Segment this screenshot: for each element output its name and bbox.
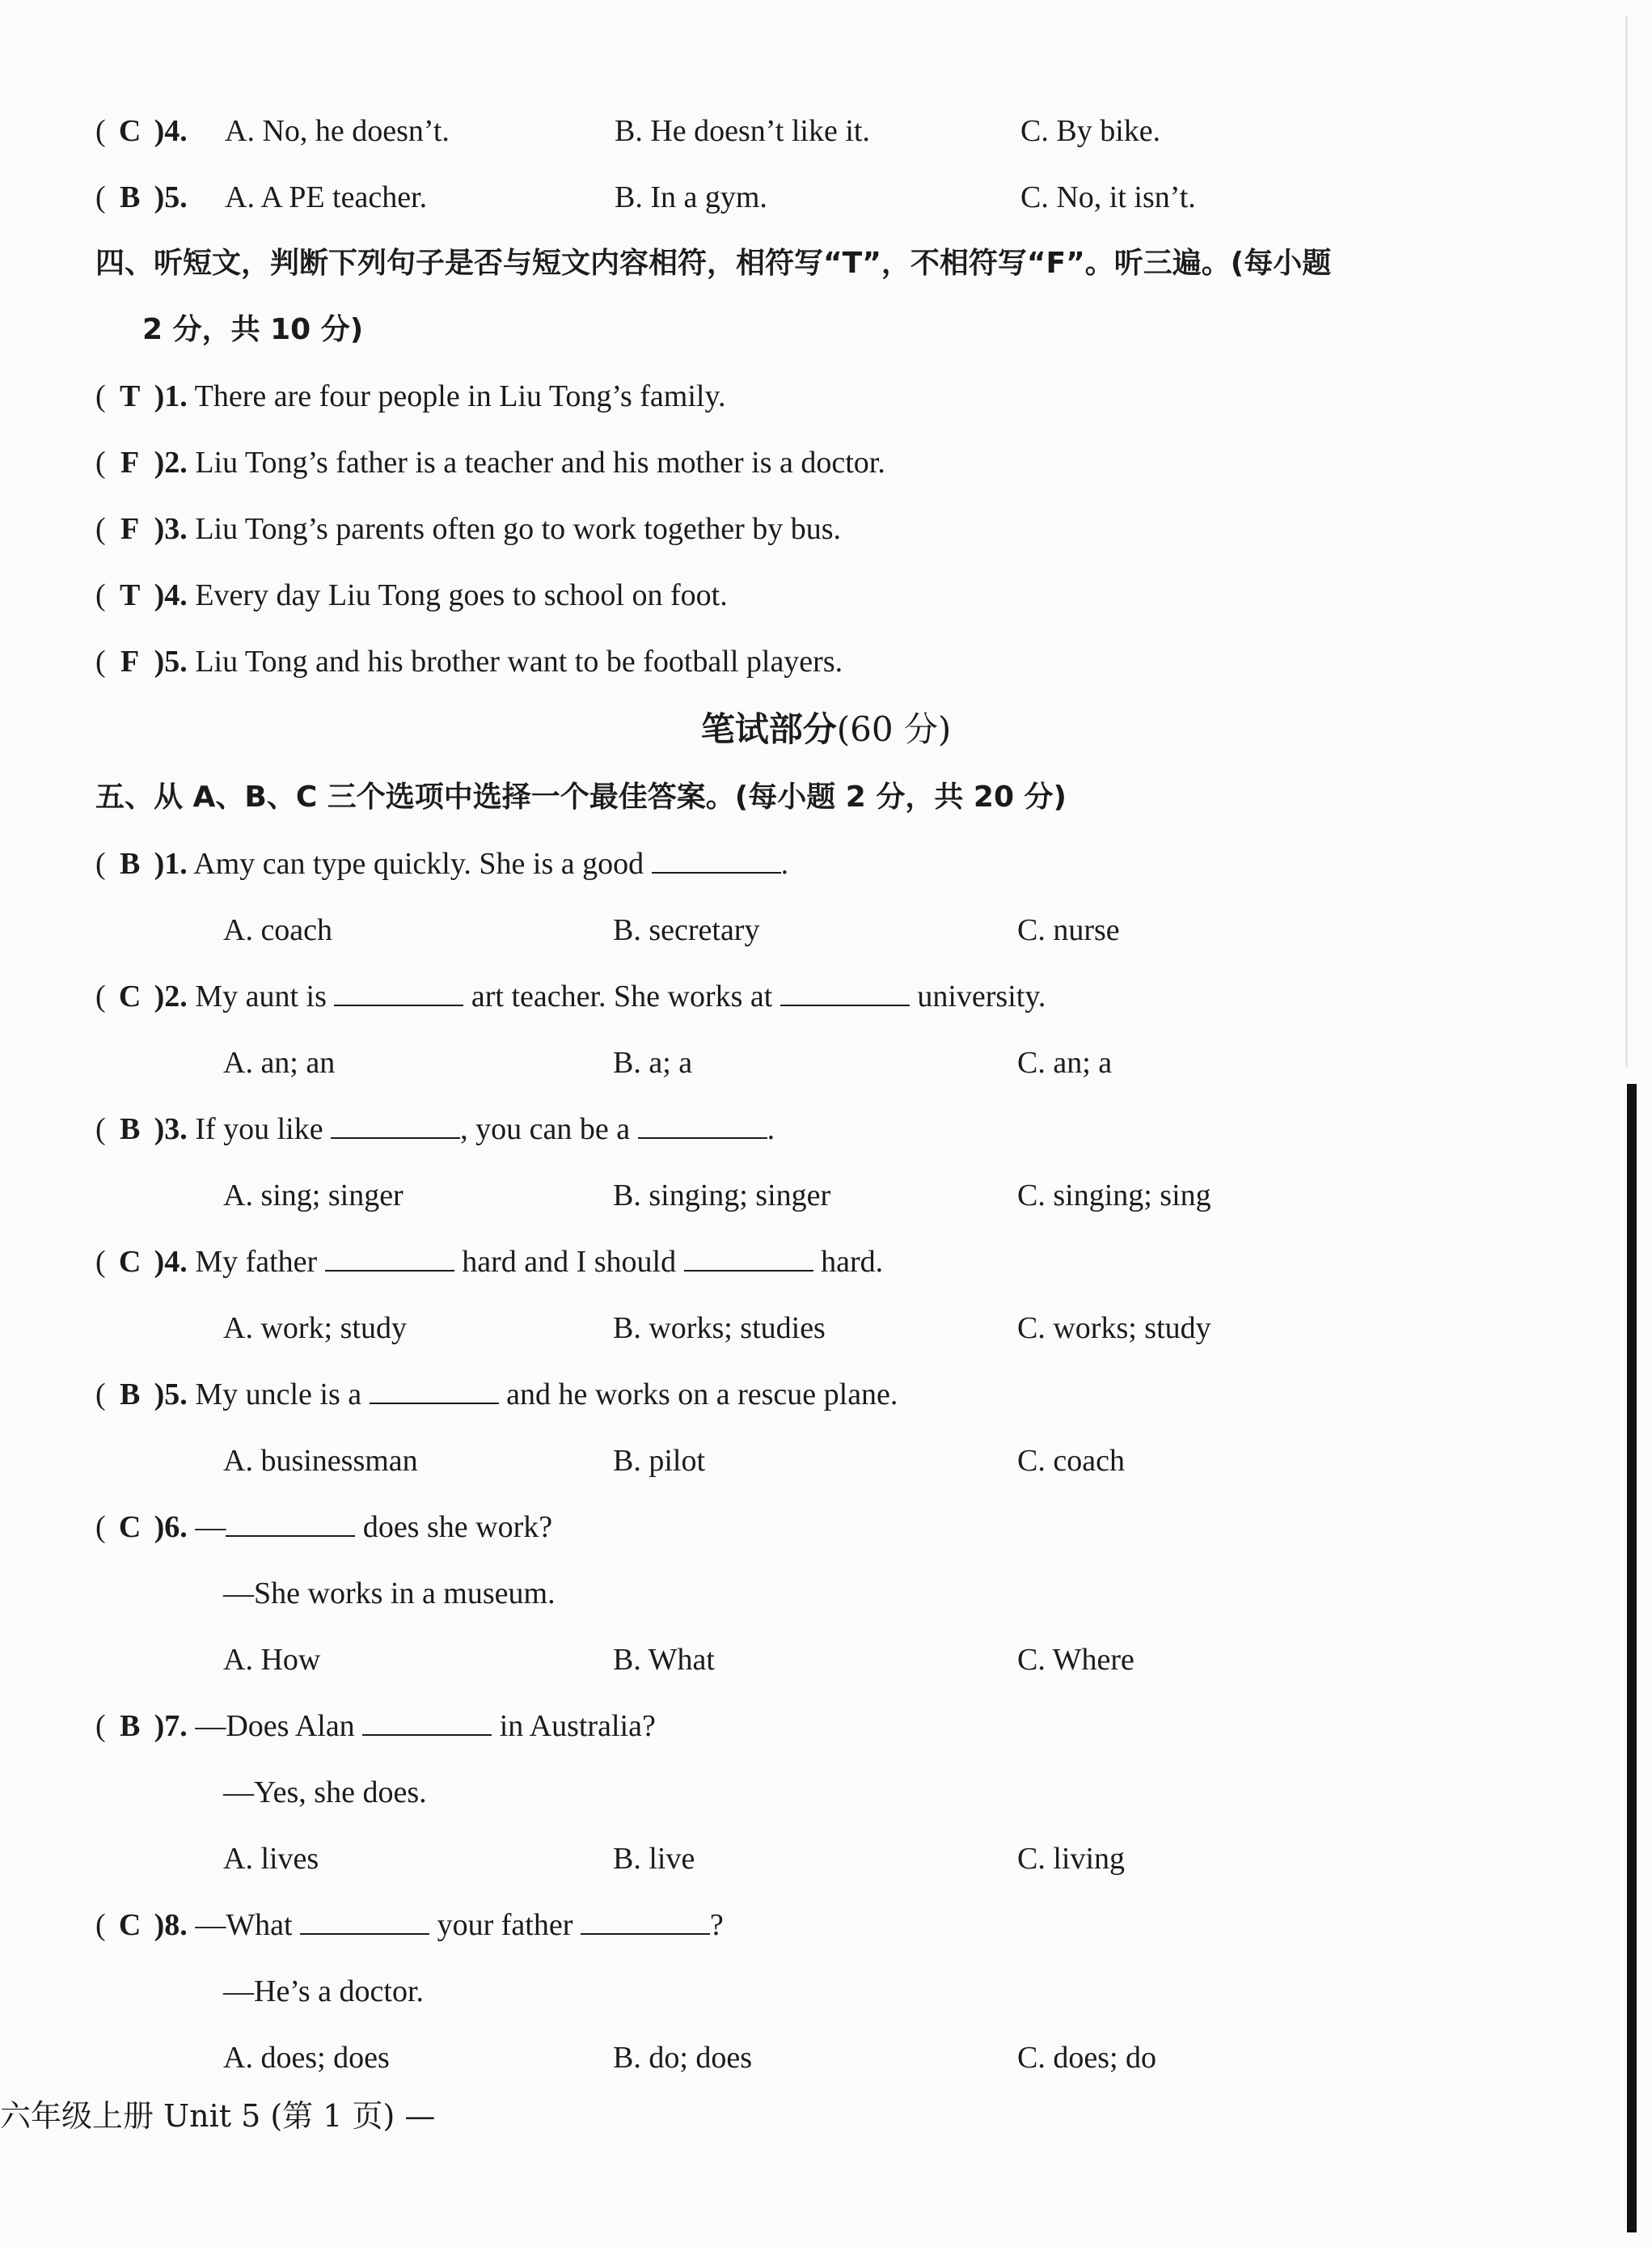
answer-blank [362,1708,492,1736]
answer-mark: B [119,1377,141,1411]
s3-q5-stem: ( B )5. [95,178,188,217]
section4-heading-cont: 2 分，共 10 分) [142,313,364,346]
s5-q5-option-b: B. pilot [613,1444,706,1478]
page-footer: 六年级上册 Unit 5 (第 1 页) — [0,2098,436,2134]
s3-q5-option-c: C. No, it isn’t. [1020,180,1196,214]
answer-blank [331,1111,460,1139]
s5-q8-stem: ( C )8. —What your father ? [95,1906,724,1944]
s5-q2-option-c: C. an; a [1017,1046,1113,1080]
s4-item-5: ( F )5. Liu Tong and his brother want to be football players. [95,642,843,681]
s5-q8-option-b: B. do; does [613,2041,753,2075]
s3-q4-option-b: B. He doesn’t like it. [615,114,870,148]
answer-blank [325,1244,454,1272]
answer-blank [780,979,910,1006]
s5-q3-option-c: C. singing; sing [1017,1179,1211,1212]
s5-q1-option-a: A. coach [223,913,333,947]
s3-q4-option-a: A. No, he doesn’t. [225,114,450,148]
scan-edge-bar [1627,1084,1637,2232]
s5-q3-option-a: A. sing; singer [223,1179,403,1212]
s4-item-1: ( T )1. There are four people in Liu Tong’s family. [95,377,726,416]
scan-edge-line [1625,16,1628,1068]
s5-q3-stem: ( B )3. If you like , you can be a . [95,1110,775,1149]
answer-blank [581,1907,710,1935]
answer-mark: C [118,980,142,1013]
s5-q7-stem: ( B )7. —Does Alan in Australia? [95,1707,656,1746]
s5-q1-option-b: B. secretary [613,913,760,947]
answer-mark: B [119,1112,141,1146]
answer-blank [300,1907,429,1935]
s5-q4-option-a: A. work; study [223,1311,407,1345]
s3-q5-option-b: B. In a gym. [615,180,767,214]
s5-q8-option-a: A. does; does [223,2041,390,2075]
answer-blank [638,1111,767,1139]
answer-blank [334,979,463,1006]
s5-q6-reply: —She works in a museum. [223,1576,556,1610]
s5-q4-stem: ( C )4. My father hard and I should hard. [95,1242,883,1281]
answer-mark: F [120,446,140,480]
answer-mark: T [119,578,141,612]
s5-q1-option-c: C. nurse [1017,913,1120,947]
written-part-title: 笔试部分(60 分) [700,709,952,749]
answer-mark: C [118,1245,142,1279]
answer-mark: T [119,379,141,413]
s4-item-4: ( T )4. Every day Liu Tong goes to school on foot. [95,576,728,615]
s5-q6-option-a: A. How [223,1643,321,1677]
answer-mark: B [119,1709,141,1743]
s5-q4-option-b: B. works; studies [613,1311,826,1345]
s5-q1-stem: ( B )1. Amy can type quickly. She is a good . [95,844,788,883]
s5-q5-option-c: C. coach [1017,1444,1125,1478]
answer-mark: C [118,1510,142,1544]
s5-q8-option-c: C. does; do [1017,2041,1157,2075]
s4-item-3: ( F )3. Liu Tong’s parents often go to work together by bus. [95,510,841,548]
answer-mark: F [120,645,140,679]
s5-q2-stem: ( C )2. My aunt is art teacher. She works at university. [95,977,1046,1016]
s5-q6-stem: ( C )6. — does she work? [95,1508,552,1547]
s5-q5-stem: ( B )5. My uncle is a and he works on a rescue plane. [95,1375,898,1414]
answer-mark: C [118,1908,142,1942]
s5-q7-reply: —Yes, she does. [223,1775,427,1809]
s5-q5-option-a: A. businessman [223,1444,418,1478]
s5-q7-option-b: B. live [613,1842,695,1876]
s5-q6-option-c: C. Where [1017,1643,1134,1677]
s3-q5-option-a: A. A PE teacher. [225,180,428,214]
s5-q2-option-a: A. an; an [223,1046,336,1080]
s5-q2-option-b: B. a; a [613,1046,693,1080]
s4-item-2: ( F )2. Liu Tong’s father is a teacher and his mother is a doctor. [95,443,885,482]
s5-q6-option-b: B. What [613,1643,715,1677]
answer-blank [226,1509,355,1537]
answer-blank [684,1244,813,1272]
answer-mark: B [119,180,141,214]
section5-heading: 五、从 A、B、C 三个选项中选择一个最佳答案。(每小题 2 分，共 20 分) [95,781,1067,814]
answer-mark: C [118,114,142,148]
s5-q7-option-a: A. lives [223,1842,319,1876]
answer-blank [370,1377,499,1404]
s5-q3-option-b: B. singing; singer [613,1179,831,1212]
s5-q7-option-c: C. living [1017,1842,1126,1876]
answer-blank [652,846,781,874]
answer-mark: B [119,847,141,881]
s5-q8-reply: —He’s a doctor. [223,1974,425,2008]
section4-heading: 四、听短文，判断下列句子是否与短文内容相符，相符写“T”，不相符写“F”。听三遍。(每小题 [95,247,1332,280]
s3-q4-option-c: C. By bike. [1020,114,1161,148]
s3-q4-stem: ( C )4. [95,112,188,150]
answer-mark: F [120,512,140,546]
s5-q4-option-c: C. works; study [1017,1311,1211,1345]
